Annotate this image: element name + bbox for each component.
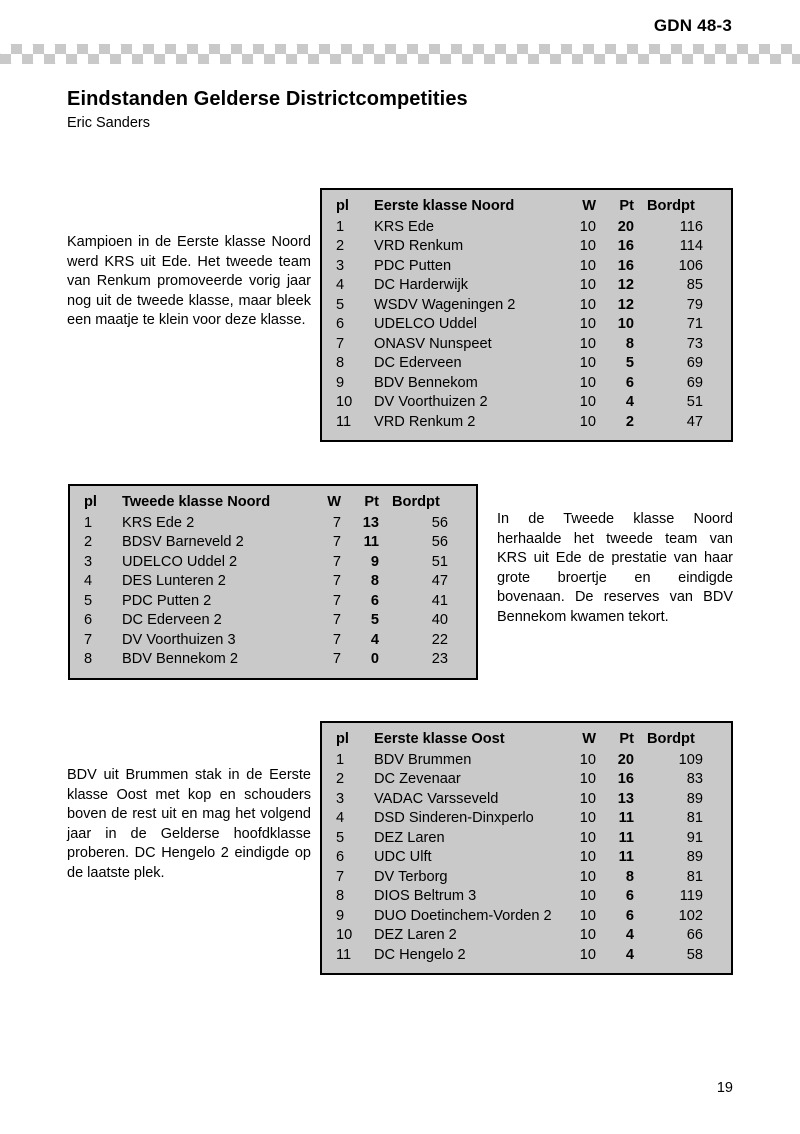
table-row	[70, 514, 476, 534]
paragraph-tweede-klasse-noord: In de Tweede klasse Noord herhaalde het tweede team van KRS uit Ede de prestatie van haar grote broertje en eindigde bovenaan. De reserves van BDV Bennekom kwamen tekort.	[497, 511, 733, 625]
table-row	[322, 809, 731, 829]
table-row	[322, 276, 731, 296]
cell-team: DUO Doetinchem-Vorden 2	[374, 907, 552, 924]
cell-team: DES Lunteren 2	[122, 573, 226, 589]
cell-team: PDC Putten	[374, 257, 452, 274]
table-row	[322, 218, 731, 238]
cell-board-points: 83	[686, 771, 703, 787]
column-header-position: pl	[84, 494, 97, 510]
page-header	[0, 0, 800, 68]
cell-team: DV Voorthuizen 3	[122, 631, 236, 648]
cell-matches: 7	[332, 631, 341, 648]
table-row	[322, 354, 731, 374]
cell-team: DEZ Laren	[374, 829, 445, 846]
cell-board-points: 85	[686, 277, 703, 293]
cell-board-points: 109	[678, 751, 703, 768]
cell-points: 8	[625, 335, 634, 352]
cell-position: 5	[336, 829, 345, 846]
cell-matches: 7	[332, 514, 341, 531]
cell-position: 9	[336, 907, 345, 924]
cell-points: 4	[625, 394, 634, 410]
cell-board-points: 89	[686, 849, 703, 865]
cell-points: 6	[370, 592, 379, 609]
cell-points: 5	[625, 355, 634, 371]
table-header-row	[322, 730, 731, 751]
cell-position: 6	[336, 316, 345, 332]
table-row	[322, 829, 731, 849]
cell-board-points: 51	[431, 553, 448, 570]
cell-team: BDV Bennekom 2	[122, 651, 239, 667]
cell-matches: 10	[579, 927, 596, 943]
table-row	[322, 868, 731, 888]
cell-board-points: 89	[686, 790, 703, 807]
cell-position: 1	[84, 514, 93, 531]
cell-team: BDV Bennekom	[374, 374, 478, 391]
cell-board-points: 69	[686, 355, 703, 371]
cell-board-points: 79	[686, 296, 703, 313]
table-row	[322, 413, 731, 433]
cell-points: 12	[617, 296, 634, 313]
cell-team: VRD Renkum	[374, 238, 464, 254]
cell-matches: 10	[579, 355, 596, 371]
cell-position: 8	[336, 355, 345, 371]
table-row	[322, 393, 731, 413]
table-body	[70, 514, 476, 670]
cell-team: PDC Putten 2	[122, 592, 212, 609]
table-row	[322, 335, 731, 355]
cell-position: 5	[336, 296, 345, 313]
cell-points: 2	[625, 413, 634, 430]
cell-board-points: 23	[431, 651, 448, 667]
cell-points: 8	[625, 868, 634, 885]
cell-team: BDSV Barneveld 2	[122, 534, 244, 550]
cell-matches: 10	[579, 238, 596, 254]
cell-team: KRS Ede 2	[122, 514, 195, 531]
cell-matches: 10	[579, 277, 596, 293]
cell-team: DC Hengelo 2	[374, 946, 466, 963]
cell-board-points: 66	[686, 927, 703, 943]
cell-matches: 7	[332, 612, 341, 628]
table-row	[322, 926, 731, 946]
table-row	[70, 572, 476, 592]
cell-matches: 10	[579, 829, 596, 846]
cell-points: 6	[625, 374, 634, 391]
table-row	[70, 611, 476, 631]
cell-matches: 10	[579, 218, 596, 235]
cell-position: 4	[336, 810, 345, 826]
cell-team: UDELCO Uddel 2	[122, 553, 238, 570]
cell-team: DC Ederveen 2	[122, 612, 222, 628]
cell-matches: 10	[579, 257, 596, 274]
column-header-board-points: Bordpt	[647, 198, 695, 214]
issue-label: GDN 48-3	[653, 16, 732, 35]
cell-position: 10	[336, 927, 353, 943]
cell-matches: 10	[579, 771, 596, 787]
cell-points: 12	[617, 277, 634, 293]
cell-points: 13	[617, 790, 634, 807]
standings-grid	[322, 730, 731, 965]
cell-points: 16	[617, 238, 634, 254]
cell-board-points: 119	[679, 888, 703, 904]
table-header-row-group	[322, 730, 731, 751]
cell-board-points: 73	[686, 335, 703, 352]
cell-board-points: 81	[686, 868, 703, 885]
cell-team: ONASV Nunspeet	[374, 335, 492, 352]
cell-board-points: 51	[686, 394, 703, 410]
cell-position: 11	[336, 413, 352, 430]
cell-position: 8	[84, 651, 93, 667]
standings-grid	[322, 197, 731, 432]
cell-team: WSDV Wageningen 2	[374, 296, 516, 313]
paragraph-eerste-klasse-oost: BDV uit Brummen stak in de Eerste klasse Oost met kop en schouders boven de rest uit en mag het volgend jaar in de Gelderse hoofdklasse proberen. DC Hengelo 2 eindigde op de laatste plek.	[67, 767, 311, 881]
cell-board-points: 41	[431, 592, 448, 609]
cell-position: 6	[84, 612, 93, 628]
cell-matches: 10	[579, 849, 596, 865]
column-header-matches: W	[582, 198, 596, 214]
author-byline: Eric Sanders	[67, 115, 151, 131]
cell-points: 10	[617, 316, 634, 332]
cell-team: DV Terborg	[374, 868, 448, 885]
cell-position: 9	[336, 374, 345, 391]
cell-points: 13	[362, 514, 379, 531]
table-header-row-group	[322, 197, 731, 218]
cell-board-points: 91	[686, 829, 703, 846]
table-body	[322, 751, 731, 966]
cell-position: 2	[336, 771, 345, 787]
table-header-row	[70, 493, 476, 514]
column-header-team: Eerste klasse Noord	[374, 198, 515, 214]
column-header-team: Eerste klasse Oost	[374, 731, 505, 747]
cell-board-points: 71	[686, 316, 703, 332]
cell-board-points: 58	[686, 946, 703, 963]
cell-position: 2	[336, 238, 345, 254]
column-header-points: Pt	[619, 198, 634, 214]
standings-table-eerste-klasse-oost	[320, 721, 733, 975]
cell-board-points: 116	[679, 218, 703, 235]
paragraph-eerste-klasse-noord: Kampioen in de Eerste klasse Noord werd KRS uit Ede. Het tweede team van Renkum promoveerde vorig jaar nog uit de tweede klasse, maar bleek een maatje te klein voor deze klasse.	[67, 234, 311, 329]
cell-points: 6	[625, 907, 634, 924]
cell-team: DIOS Beltrum 3	[374, 888, 477, 904]
cell-matches: 10	[579, 374, 596, 391]
page-number: 19	[716, 1080, 733, 1096]
cell-position: 2	[84, 534, 93, 550]
column-header-matches: W	[327, 494, 341, 510]
cell-points: 16	[617, 257, 634, 274]
cell-team: DEZ Laren 2	[374, 927, 457, 943]
cell-board-points: 47	[431, 573, 448, 589]
cell-points: 16	[617, 771, 634, 787]
column-header-points: Pt	[619, 731, 634, 747]
cell-points: 9	[370, 553, 379, 570]
cell-position: 7	[336, 868, 345, 885]
table-row	[70, 553, 476, 573]
cell-points: 11	[618, 829, 634, 846]
column-header-team: Tweede klasse Noord	[122, 494, 271, 510]
cell-board-points: 106	[678, 257, 703, 274]
cell-matches: 7	[332, 592, 341, 609]
title-block	[67, 87, 747, 133]
standings-table-tweede-klasse-noord	[68, 484, 478, 680]
cell-board-points: 22	[431, 631, 448, 648]
cell-team: BDV Brummen	[374, 751, 472, 768]
cell-team: VRD Renkum 2	[374, 413, 476, 430]
cell-team: VADAC Varsseveld	[374, 790, 499, 807]
table-row	[70, 631, 476, 651]
checkered-band-decoration	[0, 44, 800, 64]
cell-matches: 10	[579, 946, 596, 963]
column-header-position: pl	[336, 198, 349, 214]
cell-matches: 10	[579, 810, 596, 826]
table-row	[70, 533, 476, 553]
table-row	[322, 887, 731, 907]
cell-board-points: 56	[431, 534, 448, 550]
cell-position: 7	[84, 631, 93, 648]
table-row	[322, 374, 731, 394]
cell-points: 4	[625, 946, 634, 963]
cell-points: 8	[370, 573, 379, 589]
page-title: Eindstanden Gelderse Districtcompetities	[67, 88, 468, 110]
cell-board-points: 81	[686, 810, 703, 826]
cell-position: 6	[336, 849, 345, 865]
table-row	[70, 592, 476, 612]
cell-points: 0	[370, 651, 379, 667]
table-row	[322, 848, 731, 868]
cell-position: 5	[84, 592, 93, 609]
table-row	[322, 315, 731, 335]
cell-matches: 10	[579, 790, 596, 807]
cell-matches: 10	[579, 907, 596, 924]
column-header-matches: W	[582, 731, 596, 747]
cell-matches: 7	[332, 553, 341, 570]
cell-position: 3	[336, 790, 345, 807]
table-row	[322, 237, 731, 257]
cell-matches: 10	[579, 751, 596, 768]
cell-matches: 7	[332, 534, 341, 550]
cell-matches: 10	[579, 888, 596, 904]
cell-matches: 7	[332, 573, 341, 589]
cell-points: 6	[625, 888, 634, 904]
cell-position: 4	[336, 277, 345, 293]
cell-points: 11	[363, 534, 379, 550]
cell-team: DSD Sinderen-Dinxperlo	[374, 810, 534, 826]
table-row	[70, 650, 476, 670]
cell-board-points: 56	[431, 514, 448, 531]
column-header-board-points: Bordpt	[647, 731, 695, 747]
standings-table-eerste-klasse-noord	[320, 188, 733, 442]
cell-matches: 10	[579, 394, 596, 410]
cell-team: UDELCO Uddel	[374, 316, 478, 332]
cell-board-points: 69	[686, 374, 703, 391]
table-row	[322, 296, 731, 316]
cell-position: 3	[336, 257, 345, 274]
cell-matches: 10	[579, 868, 596, 885]
table-row	[322, 946, 731, 966]
table-row	[322, 257, 731, 277]
column-header-points: Pt	[364, 494, 379, 510]
cell-team: DV Voorthuizen 2	[374, 394, 488, 410]
cell-points: 11	[618, 849, 634, 865]
table-header-row-group	[70, 493, 476, 514]
cell-points: 11	[618, 810, 634, 826]
table-body	[322, 218, 731, 433]
cell-team: DC Zevenaar	[374, 771, 461, 787]
column-header-board-points: Bordpt	[392, 494, 440, 510]
table-row	[322, 751, 731, 771]
cell-position: 1	[336, 751, 345, 768]
cell-position: 1	[336, 218, 345, 235]
cell-team: DC Harderwijk	[374, 277, 469, 293]
cell-team: KRS Ede	[374, 218, 435, 235]
cell-position: 8	[336, 888, 345, 904]
standings-grid	[70, 493, 476, 670]
cell-board-points: 40	[431, 612, 448, 628]
cell-position: 3	[84, 553, 93, 570]
cell-position: 10	[336, 394, 353, 410]
column-header-position: pl	[336, 731, 349, 747]
cell-board-points: 114	[679, 238, 703, 254]
cell-position: 11	[336, 946, 352, 963]
table-row	[322, 790, 731, 810]
cell-team: UDC Ulft	[374, 849, 432, 865]
cell-board-points: 102	[678, 907, 703, 924]
cell-position: 4	[84, 573, 93, 589]
cell-matches: 10	[579, 296, 596, 313]
cell-team: DC Ederveen	[374, 355, 462, 371]
cell-points: 4	[370, 631, 379, 648]
table-row	[322, 770, 731, 790]
cell-points: 4	[625, 927, 634, 943]
cell-position: 7	[336, 335, 345, 352]
cell-points: 20	[617, 218, 634, 235]
cell-matches: 10	[579, 335, 596, 352]
cell-board-points: 47	[686, 413, 703, 430]
cell-matches: 10	[579, 413, 596, 430]
table-header-row	[322, 197, 731, 218]
cell-matches: 10	[579, 316, 596, 332]
cell-points: 20	[617, 751, 634, 768]
cell-points: 5	[370, 612, 379, 628]
table-row	[322, 907, 731, 927]
cell-matches: 7	[332, 651, 341, 667]
